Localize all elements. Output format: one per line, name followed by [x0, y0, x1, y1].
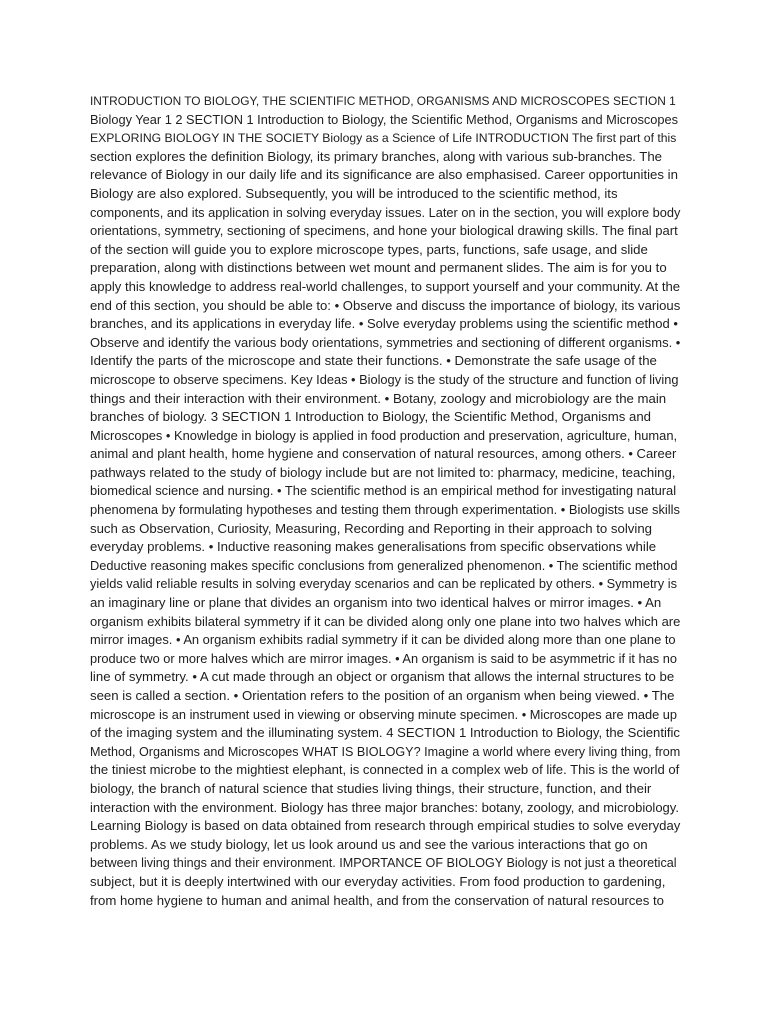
text-line: between living things and their environment. IMPORTANCE OF BIOLOGY Biology is not just a theoretical: [90, 856, 677, 871]
text-line: EXPLORING BIOLOGY IN THE SOCIETY Biology as a Science of Life INTRODUCTION The first part of this: [90, 131, 677, 146]
text-line: subject, but it is deeply intertwined with our everyday activities. From food production to gardening,: [90, 873, 666, 889]
text-line: everyday problems. • Inductive reasoning makes generalisations from specific observations while: [90, 539, 657, 555]
text-line: such as Observation, Curiosity, Measuring, Recording and Reporting in their approach to solving: [90, 520, 652, 536]
text-line: branches of biology. 3 SECTION 1 Introduction to Biology, the Scientific Method, Organisms and: [90, 409, 651, 425]
text-line: end of this section, you should be able to: • Observe and discuss the importance of biology, its various: [90, 297, 681, 313]
text-line: apply this knowledge to address real-world challenges, to support yourself and your community. At the: [90, 278, 681, 294]
text-line: Learning Biology is based on data obtained from research through empirical studies to solve everyday: [90, 818, 681, 834]
text-line: interaction with the environment. Biology has three major branches: botany, zoology, and microbiology.: [90, 799, 679, 815]
text-line: animal and plant health, home hygiene and conservation of natural resources, among others. • Career: [90, 446, 677, 462]
text-line: mirror images. • An organism exhibits radial symmetry if it can be divided along more than one plane to: [90, 632, 676, 648]
text-line: pathways related to the study of biology include but are not limited to: pharmacy, medicine, teaching,: [90, 464, 676, 480]
text-line: orientations, symmetry, sectioning of specimens, and hone your biological drawing skills. The final part: [90, 223, 678, 239]
body-text: [90, 92, 680, 910]
text-line: of the imaging system and the illuminating system. 4 SECTION 1 Introduction to Biology, the Scientific: [90, 725, 680, 741]
text-line: Biology are also explored. Subsequently, you will be introduced to the scientific method, its: [90, 185, 618, 201]
text-line: Observe and identify the various body orientations, symmetries and sectioning of different organisms. •: [90, 334, 681, 350]
text-line: relevance of Biology in our daily life and its significance are also emphasised. Career opportunities in: [90, 167, 678, 183]
text-line: microscope to observe specimens. Key Ideas • Biology is the study of the structure and function of living: [90, 371, 679, 387]
text-line: Method, Organisms and Microscopes WHAT IS BIOLOGY? Imagine a world where every living thing, from: [90, 744, 681, 759]
text-line: line of symmetry. • A cut made through an object or organism that allows the internal structures to be: [90, 669, 675, 685]
text-line: organism exhibits bilateral symmetry if it can be divided along only one plane into two halves which are: [90, 613, 681, 629]
text-line: INTRODUCTION TO BIOLOGY, THE SCIENTIFIC METHOD, ORGANISMS AND MICROSCOPES SECTION 1: [90, 94, 676, 108]
text-line: Biology Year 1 2 SECTION 1 Introduction to Biology, the Scientific Method, Organisms and Microscopes: [90, 111, 679, 127]
document-page: [90, 92, 680, 910]
text-line: things and their interaction with their environment. • Botany, zoology and microbiology are the main: [90, 390, 667, 406]
text-line: microscope is an instrument used in viewing or observing minute specimen. • Microscopes are made up: [90, 706, 678, 722]
text-line: from home hygiene to human and animal health, and from the conservation of natural resources to: [90, 892, 664, 908]
text-line: phenomena by formulating hypotheses and testing them through experimentation. • Biologists use skills: [90, 502, 680, 518]
text-line: problems. As we study biology, let us look around us and see the various interactions that go on: [90, 836, 648, 852]
text-line: biology, the branch of natural science that studies living things, their structure, function, and their: [90, 780, 652, 796]
text-line: the tiniest microbe to the mightiest elephant, is connected in a complex web of life. This is the world of: [90, 762, 680, 778]
text-line: yields valid reliable results in solving everyday scenarios and can be replicated by others. • Symmetry is: [90, 576, 678, 592]
text-line: branches, and its applications in everyday life. • Solve everyday problems using the scientific method •: [90, 316, 678, 332]
text-line: produce two or more halves which are mirror images. • An organism is said to be asymmetric if it has no: [90, 650, 677, 666]
text-line: of the section will guide you to explore microscope types, parts, functions, safe usage, and slide: [90, 241, 648, 257]
text-line: section explores the definition Biology, its primary branches, along with various sub-branches. The: [90, 148, 663, 164]
text-line: components, and its application in solving everyday issues. Later on in the section, you will explore body: [90, 204, 681, 220]
text-line: Deductive reasoning makes specific conclusions from generalized phenomenon. • The scientific method: [90, 557, 678, 573]
text-line: Microscopes • Knowledge in biology is applied in food production and preservation, agriculture, human,: [90, 427, 678, 443]
text-line: biomedical science and nursing. • The scientific method is an empirical method for investigating natural: [90, 483, 677, 499]
text-line: Identify the parts of the microscope and state their functions. • Demonstrate the safe usage of the: [90, 353, 657, 369]
text-line: seen is called a section. • Orientation refers to the position of an organism when being viewed. • The: [90, 688, 675, 703]
text-line: preparation, along with distinctions between wet mount and permanent slides. The aim is for you to: [90, 260, 667, 276]
text-line: an imaginary line or plane that divides an organism into two identical halves or mirror images. • An: [90, 595, 662, 611]
